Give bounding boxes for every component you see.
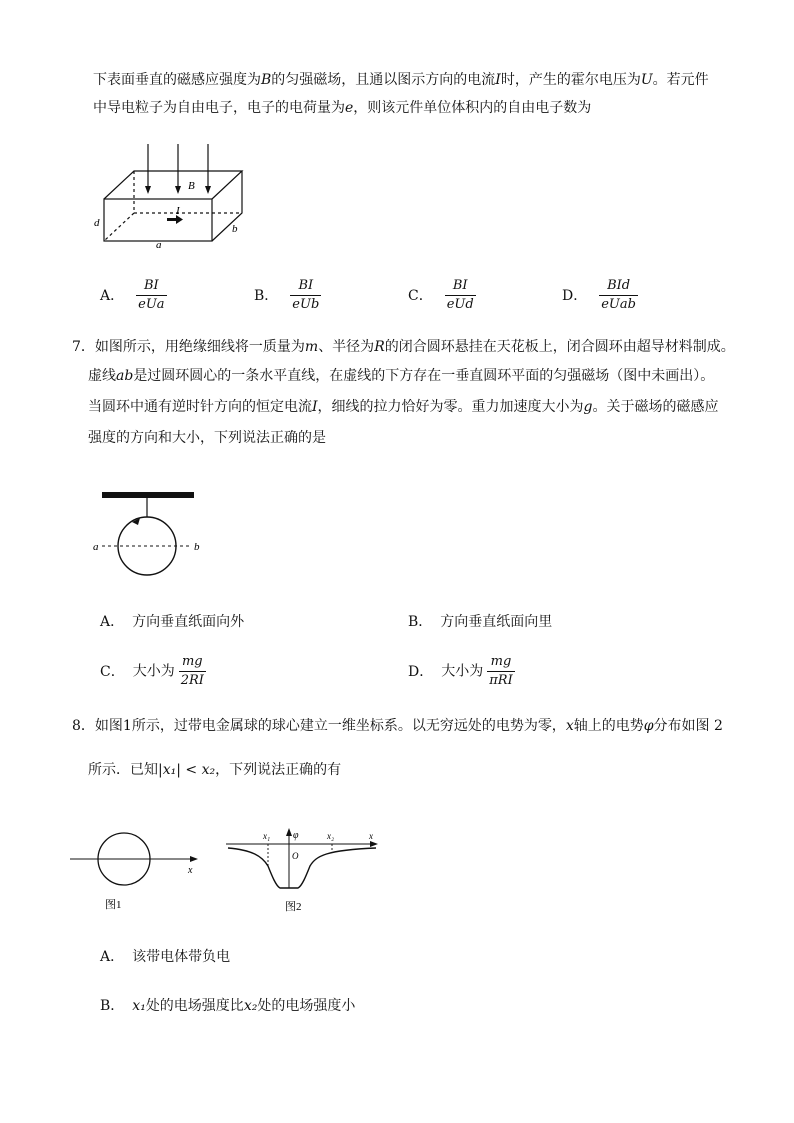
fig1-x-label: x xyxy=(188,865,193,876)
label-a: a xyxy=(156,239,162,250)
fig2-phi-label: φ xyxy=(293,830,299,841)
label-B: B xyxy=(188,180,195,192)
fig1-sphere xyxy=(68,828,208,918)
q6-option-c[interactable]: C． $\frac{BI}{\text{eUd}}$ xyxy=(408,278,474,312)
label-b: b xyxy=(232,223,238,235)
fig1-caption: 图1 xyxy=(105,899,122,911)
q7-line2: 虚线ab是过圆环圆心的一条水平直线，在虚线的下方存在一垂直圆环平面的匀强磁场（图中未画出）。 xyxy=(88,368,715,384)
fig2-caption: 图2 xyxy=(285,901,302,913)
q7-option-b[interactable]: B． 方向垂直纸面向里 xyxy=(408,614,553,630)
q7-line3: 当圆环中通有逆时针方向的恒定电流I，细线的拉力恰好为零。重力加速度大小为g。关于磁场的磁感应 xyxy=(88,399,719,415)
q8-line1: 8．如图1所示，过带电金属球的球心建立一维坐标系。以无穷远处的电势为零，x轴上的电势φ分布如图 2 xyxy=(72,718,723,734)
ring-figure xyxy=(90,488,210,583)
fig2-x1-label: x₁ xyxy=(263,831,271,841)
q6-line1: 下表面垂直的磁感应强度为B的匀强磁场，且通以图示方向的电流I时，产生的霍尔电压为U。若元件 xyxy=(93,72,709,88)
q7-line4: 强度的方向和大小，下列说法正确的是 xyxy=(88,430,326,446)
q6-option-a[interactable]: A． $\frac{BI}{\text{eUa}}$ xyxy=(100,278,165,312)
q7-option-a[interactable]: A． 方向垂直纸面向外 xyxy=(100,614,245,630)
fig2-origin-label: O xyxy=(292,851,299,861)
label-I: I xyxy=(176,205,180,217)
fig2-potential xyxy=(222,826,387,918)
q6-option-b[interactable]: B． $\frac{BI}{\text{eUb}}$ xyxy=(254,278,320,312)
hall-element-figure xyxy=(90,140,260,250)
q8-line2: 所示．已知|x₁| < x₂，下列说法正确的有 xyxy=(88,762,342,778)
label-a: a xyxy=(93,541,99,553)
q7-option-c[interactable]: C． 大小为 $\frac{mg}{2RI}$ xyxy=(100,654,204,688)
fig2-x-label: x xyxy=(369,831,373,841)
q7-line1: 7．如图所示，用绝缘细线将一质量为m、半径为R的闭合圆环悬挂在天花板上，闭合圆环由超导材料制成。 xyxy=(72,339,735,355)
q6-option-d[interactable]: D． $\frac{\text{BId}}{\text{eUab}}$ xyxy=(562,278,636,312)
label-d: d xyxy=(94,217,100,229)
fig2-x2-label: x₂ xyxy=(327,831,335,841)
q8-option-b[interactable]: B． x₁处的电场强度比x₂处的电场强度小 xyxy=(100,998,356,1014)
q7-option-d[interactable]: D． 大小为 $\frac{mg}{\text{πRI}}$ xyxy=(408,654,513,688)
label-b: b xyxy=(194,541,200,553)
q6-line2: 中导电粒子为自由电子，电子的电荷量为e，则该元件单位体积内的自由电子数为 xyxy=(93,100,592,116)
q8-option-a[interactable]: A． 该带电体带负电 xyxy=(100,949,231,965)
